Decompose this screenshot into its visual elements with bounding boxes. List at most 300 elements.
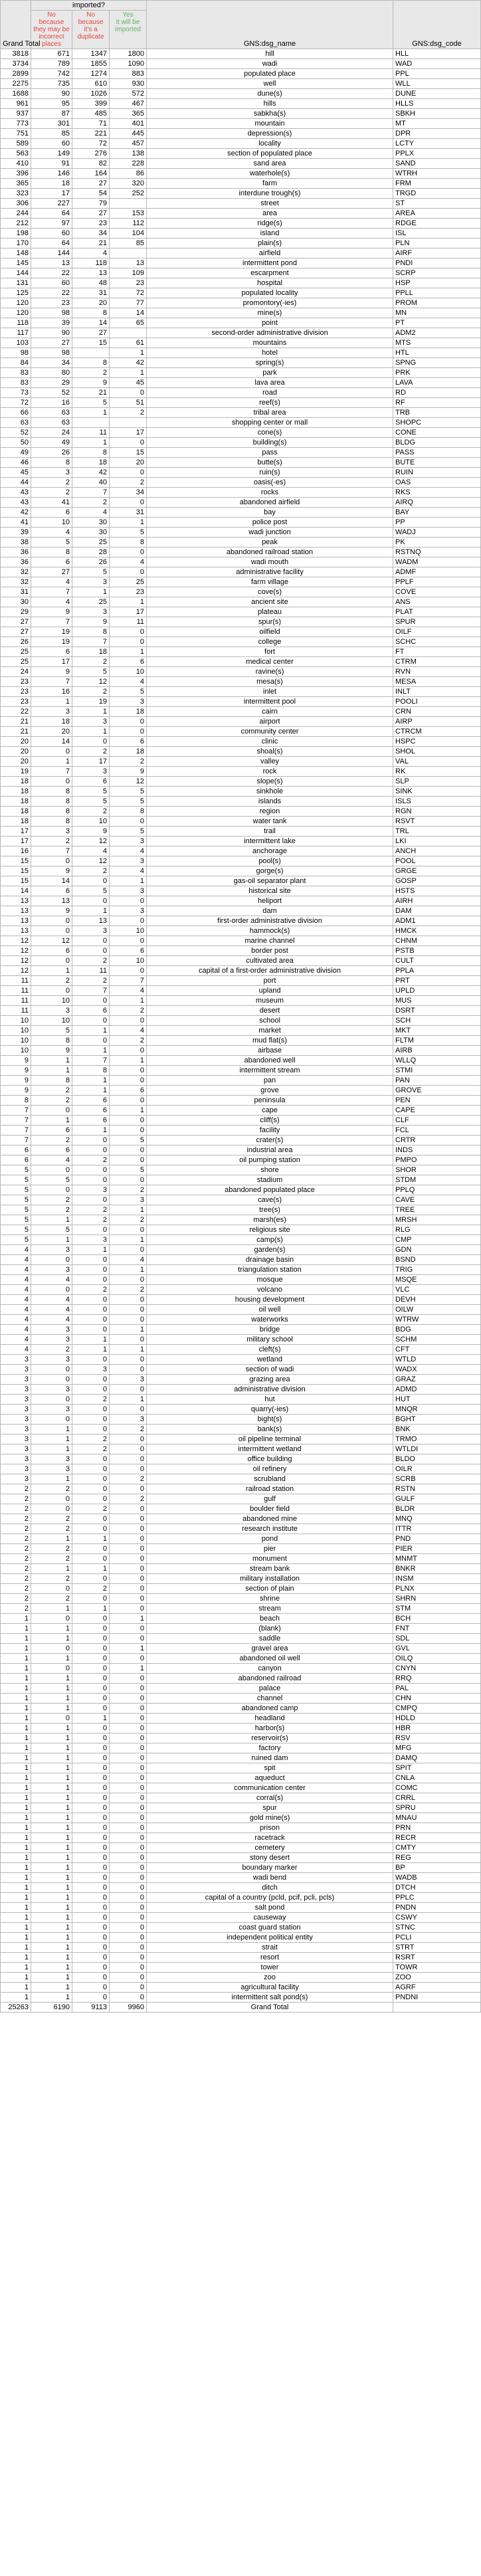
cell-dsg-code: ISLS [393, 797, 481, 807]
cell-dsg-name: slope(s) [147, 777, 393, 787]
cell-no-incorrect: 64 [31, 209, 72, 219]
cell-grand-total: 1688 [1, 89, 31, 99]
cell-dsg-name: pool(s) [147, 856, 393, 866]
total-no-duplicate: 9113 [72, 2003, 110, 2013]
cell-dsg-code: VAL [393, 757, 481, 767]
cell-yes: 1 [110, 348, 147, 358]
cell-dsg-name: communication center [147, 1783, 393, 1793]
cell-no-incorrect: 90 [31, 328, 72, 338]
cell-grand-total: 3 [1, 1355, 31, 1365]
cell-yes: 0 [110, 1435, 147, 1444]
cell-no-incorrect: 5 [31, 1026, 72, 1036]
cell-dsg-name: first-order administrative division [147, 916, 393, 926]
cell-no-incorrect: 8 [31, 797, 72, 807]
table-body [1, 49, 481, 2003]
cell-grand-total: 1 [1, 1803, 31, 1813]
cell-grand-total: 1 [1, 1993, 31, 2003]
table-row [1, 159, 481, 169]
cell-dsg-name: crater(s) [147, 1136, 393, 1145]
cell-dsg-code: ADM1 [393, 916, 481, 926]
cell-no-incorrect: 1 [31, 1863, 72, 1873]
cell-yes: 2 [110, 757, 147, 767]
cell-dsg-code: TRB [393, 408, 481, 418]
cell-grand-total: 23 [1, 697, 31, 707]
cell-yes: 1 [110, 597, 147, 607]
table-row [1, 1375, 481, 1385]
cell-grand-total: 18 [1, 817, 31, 827]
cell-yes: 0 [110, 1863, 147, 1873]
cell-dsg-name: cemetery [147, 1843, 393, 1853]
cell-dsg-code: MNQ [393, 1514, 481, 1524]
table-row [1, 597, 481, 607]
cell-no-duplicate: 0 [72, 1145, 110, 1155]
cell-yes: 1 [110, 1345, 147, 1355]
cell-no-duplicate: 8 [72, 358, 110, 368]
cell-grand-total: 25 [1, 647, 31, 657]
cell-grand-total: 2 [1, 1524, 31, 1534]
cell-yes: 77 [110, 298, 147, 308]
cell-dsg-name: farm village [147, 577, 393, 587]
table-row [1, 248, 481, 258]
table-row [1, 1843, 481, 1853]
cell-dsg-name: populated locality [147, 288, 393, 298]
cell-yes: 85 [110, 239, 147, 248]
cell-grand-total: 1 [1, 1743, 31, 1753]
cell-grand-total: 27 [1, 627, 31, 637]
cell-dsg-code: HLLS [393, 99, 481, 109]
cell-no-incorrect: 144 [31, 248, 72, 258]
cell-no-incorrect: 1 [31, 1853, 72, 1863]
cell-no-duplicate: 0 [72, 896, 110, 906]
cell-no-duplicate: 1 [72, 1564, 110, 1574]
cell-dsg-code: AGRF [393, 1983, 481, 1993]
cell-grand-total: 11 [1, 1006, 31, 1016]
cell-dsg-name: fort [147, 647, 393, 657]
cell-grand-total: 4 [1, 1335, 31, 1345]
cell-dsg-code: RF [393, 398, 481, 408]
table-row [1, 1255, 481, 1265]
table-row [1, 926, 481, 936]
cell-dsg-name: shopping center or mall [147, 418, 393, 428]
cell-dsg-code: RLG [393, 1225, 481, 1235]
cell-grand-total: 118 [1, 318, 31, 328]
cell-dsg-code: CAVE [393, 1195, 481, 1205]
cell-no-duplicate: 0 [72, 1036, 110, 1046]
table-row [1, 936, 481, 946]
table-row [1, 1933, 481, 1943]
cell-no-duplicate: 1 [72, 707, 110, 717]
cell-dsg-name: marsh(es) [147, 1215, 393, 1225]
cell-no-duplicate: 0 [72, 1544, 110, 1554]
table-row [1, 478, 481, 488]
cell-dsg-code: MFG [393, 1743, 481, 1753]
cell-dsg-code: ADM2 [393, 328, 481, 338]
cell-dsg-code: TOWR [393, 1963, 481, 1973]
cell-no-duplicate: 2 [72, 1584, 110, 1594]
cell-no-incorrect: 0 [31, 747, 72, 757]
table-row [1, 817, 481, 827]
cell-dsg-code: SCRB [393, 1474, 481, 1484]
cell-dsg-code: SLP [393, 777, 481, 787]
cell-yes: 0 [110, 1155, 147, 1165]
cell-yes: 17 [110, 607, 147, 617]
cell-dsg-name: bight(s) [147, 1415, 393, 1425]
cell-dsg-name: wadi mouth [147, 557, 393, 567]
cell-no-incorrect: 1 [31, 1973, 72, 1983]
cell-dsg-name: heliport [147, 896, 393, 906]
cell-dsg-code: OAS [393, 478, 481, 488]
cell-no-duplicate: 0 [72, 1255, 110, 1265]
cell-no-duplicate: 0 [72, 1664, 110, 1674]
cell-dsg-name: mine(s) [147, 308, 393, 318]
table-row [1, 229, 481, 239]
cell-no-duplicate: 0 [72, 946, 110, 956]
cell-no-duplicate: 7 [72, 986, 110, 996]
cell-no-duplicate: 0 [72, 1953, 110, 1963]
table-row [1, 567, 481, 577]
cell-no-duplicate: 4 [72, 846, 110, 856]
table-row [1, 348, 481, 358]
cell-yes: 1 [110, 1265, 147, 1275]
cell-dsg-name: border post [147, 946, 393, 956]
cell-yes: 0 [110, 1584, 147, 1594]
table-row [1, 1943, 481, 1953]
no-duplicate-label: No [86, 11, 95, 19]
cell-no-duplicate: 2 [72, 1205, 110, 1215]
cell-yes: 0 [110, 1335, 147, 1345]
cell-dsg-code: CTRCM [393, 727, 481, 737]
cell-no-duplicate: 11 [72, 428, 110, 438]
cell-no-incorrect: 1 [31, 1734, 72, 1743]
table-row [1, 1175, 481, 1185]
table-row [1, 488, 481, 498]
cell-grand-total: 396 [1, 169, 31, 179]
cell-no-duplicate: 9 [72, 617, 110, 627]
cell-grand-total: 6 [1, 1155, 31, 1165]
table-row [1, 1036, 481, 1046]
cell-dsg-code: DAM [393, 906, 481, 916]
cell-dsg-code: WADX [393, 1365, 481, 1375]
cell-no-duplicate: 0 [72, 1843, 110, 1853]
cell-yes: 0 [110, 1883, 147, 1893]
cell-no-duplicate: 5 [72, 797, 110, 807]
cell-no-duplicate: 0 [72, 1275, 110, 1285]
cell-grand-total: 306 [1, 199, 31, 209]
cell-no-duplicate: 0 [72, 1913, 110, 1923]
cell-grand-total: 42 [1, 508, 31, 518]
cell-no-incorrect: 3 [31, 707, 72, 717]
table-row [1, 1395, 481, 1405]
cell-no-duplicate: 1 [72, 906, 110, 916]
cell-no-duplicate: 0 [72, 1893, 110, 1903]
cell-no-incorrect: 1 [31, 1783, 72, 1793]
cell-yes: 9 [110, 767, 147, 777]
cell-grand-total: 20 [1, 757, 31, 767]
cell-yes: 1090 [110, 59, 147, 69]
cell-no-duplicate: 18 [72, 647, 110, 657]
cell-yes: 6 [110, 1086, 147, 1096]
cell-no-duplicate: 0 [72, 1494, 110, 1504]
cell-yes: 51 [110, 398, 147, 408]
cell-no-incorrect: 5 [31, 1175, 72, 1185]
cell-grand-total: 2 [1, 1574, 31, 1584]
cell-no-incorrect: 10 [31, 996, 72, 1006]
cell-dsg-name: trail [147, 827, 393, 837]
cell-dsg-name: wetland [147, 1355, 393, 1365]
cell-no-incorrect: 1 [31, 1624, 72, 1634]
cell-yes: 0 [110, 627, 147, 637]
cell-yes: 3 [110, 856, 147, 866]
table-row [1, 1724, 481, 1734]
no-duplicate-header [72, 11, 110, 49]
cell-no-incorrect: 1 [31, 1684, 72, 1694]
cell-no-incorrect: 3 [31, 1245, 72, 1255]
cell-no-incorrect: 64 [31, 239, 72, 248]
cell-dsg-name: tribal area [147, 408, 393, 418]
cell-dsg-name: hills [147, 99, 393, 109]
cell-no-incorrect: 0 [31, 1395, 72, 1405]
table-row [1, 1883, 481, 1893]
cell-yes: 0 [110, 637, 147, 647]
cell-yes: 42 [110, 358, 147, 368]
cell-grand-total: 3 [1, 1365, 31, 1375]
cell-dsg-name: well [147, 79, 393, 89]
cell-dsg-code: PK [393, 538, 481, 547]
cell-no-duplicate: 221 [72, 129, 110, 139]
table-row [1, 388, 481, 398]
cell-no-incorrect: 2 [31, 1524, 72, 1534]
cell-no-incorrect: 6 [31, 1145, 72, 1155]
table-row [1, 1694, 481, 1704]
table-row [1, 1096, 481, 1106]
cell-yes: 0 [110, 1963, 147, 1973]
cell-yes: 5 [110, 827, 147, 837]
table-row [1, 617, 481, 627]
cell-no-duplicate: 1 [72, 1086, 110, 1096]
table-row [1, 966, 481, 976]
table-row [1, 1235, 481, 1245]
cell-no-incorrect: 7 [31, 617, 72, 627]
cell-dsg-code: PPLC [393, 1893, 481, 1903]
cell-dsg-name: depression(s) [147, 129, 393, 139]
cell-dsg-name: bay [147, 508, 393, 518]
cell-no-incorrect: 1 [31, 1215, 72, 1225]
cell-no-incorrect: 2 [31, 1345, 72, 1355]
cell-dsg-code: RSTNQ [393, 547, 481, 557]
cell-no-duplicate: 4 [72, 508, 110, 518]
cell-dsg-code: BP [393, 1863, 481, 1873]
cell-no-incorrect: 789 [31, 59, 72, 69]
cell-no-incorrect: 6 [31, 647, 72, 657]
cell-yes: 0 [110, 1634, 147, 1644]
table-row [1, 1345, 481, 1355]
table-row [1, 667, 481, 677]
cell-dsg-code: HSP [393, 278, 481, 288]
cell-dsg-name: community center [147, 727, 393, 737]
cell-grand-total: 9 [1, 1086, 31, 1096]
cell-grand-total: 1 [1, 1614, 31, 1624]
cell-grand-total: 4 [1, 1295, 31, 1305]
cell-yes [110, 418, 147, 428]
cell-no-duplicate: 7 [72, 488, 110, 498]
cell-no-duplicate: 0 [72, 1943, 110, 1953]
cell-yes: 153 [110, 209, 147, 219]
cell-yes: 0 [110, 1175, 147, 1185]
cell-no-duplicate: 118 [72, 258, 110, 268]
cell-yes: 0 [110, 1893, 147, 1903]
table-row [1, 1564, 481, 1574]
cell-no-duplicate [72, 418, 110, 428]
cell-dsg-name: wadi [147, 59, 393, 69]
cell-dsg-name: hill [147, 49, 393, 59]
cell-yes: 0 [110, 1793, 147, 1803]
cell-yes: 365 [110, 109, 147, 119]
table-row [1, 717, 481, 727]
cell-no-duplicate: 13 [72, 268, 110, 278]
cell-grand-total: 11 [1, 976, 31, 986]
table-row [1, 896, 481, 906]
cell-no-incorrect: 8 [31, 807, 72, 817]
cell-no-incorrect: 5 [31, 1225, 72, 1235]
table-row [1, 318, 481, 328]
cell-grand-total: 3 [1, 1435, 31, 1444]
table-row [1, 1753, 481, 1763]
cell-dsg-code: FCL [393, 1126, 481, 1136]
cell-yes: 1 [110, 1614, 147, 1624]
cell-no-duplicate: 0 [72, 1136, 110, 1145]
cell-no-duplicate: 0 [72, 1903, 110, 1913]
cell-no-incorrect: 39 [31, 318, 72, 328]
cell-yes: 0 [110, 1295, 147, 1305]
table-row [1, 976, 481, 986]
table-row [1, 1325, 481, 1335]
cell-no-duplicate: 3 [72, 717, 110, 727]
cell-no-incorrect: 2 [31, 837, 72, 846]
cell-grand-total: 10 [1, 1036, 31, 1046]
cell-dsg-code: OILF [393, 627, 481, 637]
cell-no-incorrect: 49 [31, 438, 72, 448]
total-no-incorrect: 6190 [31, 2003, 72, 2013]
cell-grand-total: 5 [1, 1175, 31, 1185]
table-row [1, 1056, 481, 1066]
cell-dsg-name: interdune trough(s) [147, 189, 393, 199]
cell-yes: 4 [110, 986, 147, 996]
table-row [1, 149, 481, 159]
cell-dsg-code: CMTY [393, 1843, 481, 1853]
table-row [1, 1734, 481, 1743]
cell-dsg-name: mountains [147, 338, 393, 348]
cell-yes: 572 [110, 89, 147, 99]
cell-yes: 0 [110, 1126, 147, 1136]
cell-no-incorrect: 3 [31, 1454, 72, 1464]
table-row [1, 1405, 481, 1415]
cell-dsg-code: WLL [393, 79, 481, 89]
cell-dsg-name: islands [147, 797, 393, 807]
cell-no-incorrect: 1 [31, 1654, 72, 1664]
cell-dsg-name: peninsula [147, 1096, 393, 1106]
table-row [1, 996, 481, 1006]
grand-total-header: Grand Total [1, 1, 31, 49]
cell-yes: 6 [110, 657, 147, 667]
cell-no-duplicate: 1 [72, 587, 110, 597]
table-row [1, 1614, 481, 1624]
cell-grand-total: 27 [1, 617, 31, 627]
cell-no-incorrect: 0 [31, 1285, 72, 1295]
cell-dsg-code: HMCK [393, 926, 481, 936]
cell-no-incorrect: 0 [31, 1584, 72, 1594]
cell-dsg-code: BDG [393, 1325, 481, 1335]
cell-dsg-code: AIRH [393, 896, 481, 906]
cell-grand-total: 3818 [1, 49, 31, 59]
table-row [1, 1225, 481, 1235]
cell-no-duplicate: 0 [72, 1724, 110, 1734]
table-row [1, 767, 481, 777]
cell-dsg-code: AIRQ [393, 498, 481, 508]
table-row [1, 1953, 481, 1963]
cell-no-incorrect: 1 [31, 1943, 72, 1953]
cell-no-incorrect: 0 [31, 1375, 72, 1385]
cell-yes: 3 [110, 1375, 147, 1385]
table-row [1, 1484, 481, 1494]
cell-dsg-name: bank(s) [147, 1425, 393, 1435]
cell-no-duplicate: 0 [72, 1803, 110, 1813]
cell-yes: 0 [110, 1604, 147, 1614]
table-row [1, 528, 481, 538]
cell-no-incorrect: 6 [31, 886, 72, 896]
cell-no-incorrect: 7 [31, 587, 72, 597]
table-row [1, 199, 481, 209]
cell-grand-total: 1 [1, 1714, 31, 1724]
cell-dsg-code: TRIG [393, 1265, 481, 1275]
cell-no-duplicate: 0 [72, 1464, 110, 1474]
cell-grand-total: 63 [1, 418, 31, 428]
cell-no-duplicate: 0 [72, 1425, 110, 1435]
cell-yes: 3 [110, 1415, 147, 1425]
table-row [1, 538, 481, 547]
cell-yes: 4 [110, 677, 147, 687]
cell-dsg-code: CNYN [393, 1664, 481, 1674]
cell-grand-total: 1 [1, 1624, 31, 1634]
cell-dsg-code: RK [393, 767, 481, 777]
cell-dsg-name: tower [147, 1963, 393, 1973]
cell-dsg-code: LCTY [393, 139, 481, 149]
cell-no-incorrect: 1 [31, 1066, 72, 1076]
cell-grand-total: 1 [1, 1883, 31, 1893]
table-row [1, 119, 481, 129]
cell-no-duplicate: 0 [72, 1016, 110, 1026]
cell-dsg-name: cairn [147, 707, 393, 717]
cell-yes: 0 [110, 1843, 147, 1853]
cell-yes: 2 [110, 1185, 147, 1195]
cell-dsg-name: abandoned mine [147, 1514, 393, 1524]
cell-grand-total: 4 [1, 1315, 31, 1325]
cell-yes: 252 [110, 189, 147, 199]
cell-dsg-code: PNDNI [393, 1993, 481, 2003]
cell-dsg-code: GRGE [393, 866, 481, 876]
cell-no-incorrect: 1 [31, 1116, 72, 1126]
cell-grand-total: 12 [1, 966, 31, 976]
cell-dsg-name: factory [147, 1743, 393, 1753]
cell-yes: 3 [110, 906, 147, 916]
table-row [1, 837, 481, 846]
cell-yes: 0 [110, 1315, 147, 1325]
cell-dsg-name: area [147, 209, 393, 219]
cell-no-duplicate: 0 [72, 1654, 110, 1664]
cell-no-incorrect: 2 [31, 488, 72, 498]
cell-no-duplicate: 0 [72, 1833, 110, 1843]
cell-dsg-code: PASS [393, 448, 481, 458]
cell-no-incorrect: 0 [31, 1664, 72, 1674]
